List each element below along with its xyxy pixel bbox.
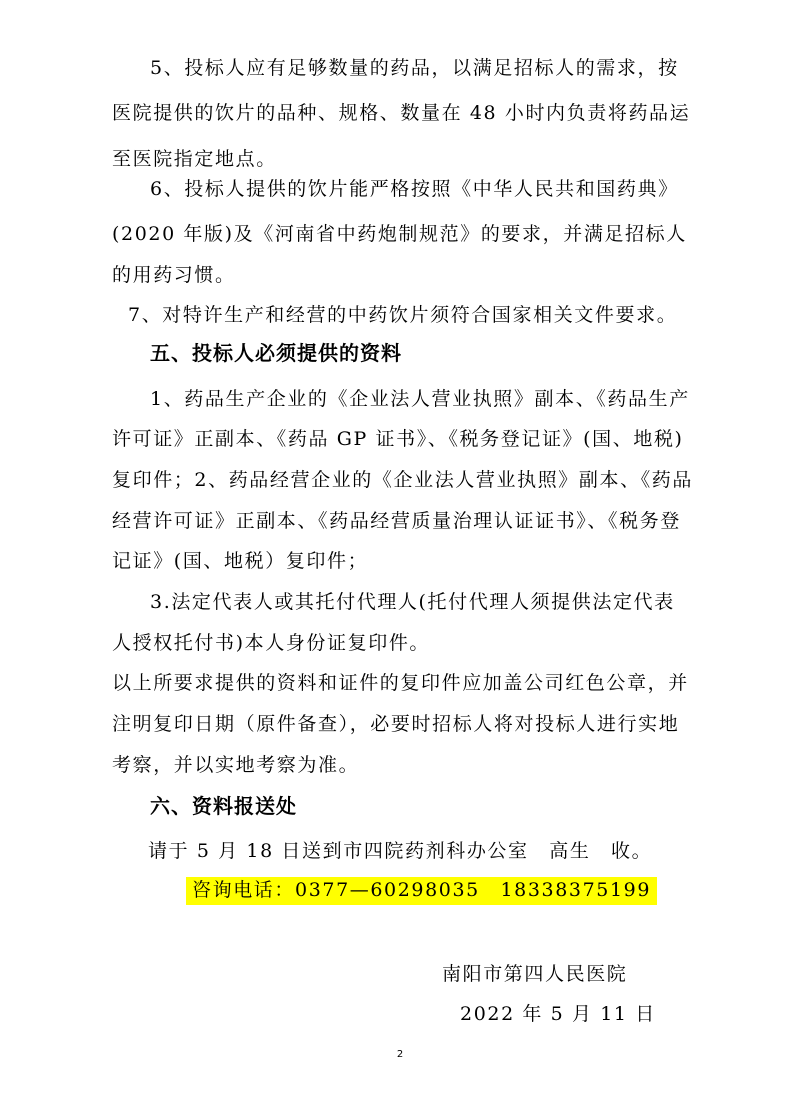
item7-line: 7、对特许生产和经营的中药饮片须符合国家相关文件要求。 xyxy=(128,304,678,326)
section5-para1-line3: 复印件；2、药品经营企业的《企业法人营业执照》副本、《药品 xyxy=(112,469,693,491)
item6-line3: 的用药习惯。 xyxy=(112,264,236,286)
section6-heading: 六、资料报送处 xyxy=(150,794,297,818)
signature-date: 2022 年 5 月 11 日 xyxy=(460,1003,656,1025)
signature-org: 南阳市第四人民医院 xyxy=(442,963,628,985)
note-line3: 考察，并以实地考察为准。 xyxy=(112,754,360,776)
section5-para3-line1: 3.法定代表人或其托付代理人(托付代理人须提供法定代表 xyxy=(150,591,675,613)
section5-para1-line5: 记证》(国、地税）复印件； xyxy=(112,550,369,572)
item5-line3: 至医院指定地点。 xyxy=(112,148,277,170)
section5-para1-line2: 许可证》正副本、《药品 GP 证书》、《税务登记证》(国、地税) xyxy=(112,428,684,450)
page-number: 2 xyxy=(396,1049,404,1060)
contact-highlight: 咨询电话：0377—60298035 18338375199 xyxy=(186,877,657,905)
item5-line2: 医院提供的饮片的品种、规格、数量在 48 小时内负责将药品运 xyxy=(112,102,691,124)
note-line2: 注明复印日期（原件备查），必要时招标人将对投标人进行实地 xyxy=(112,713,680,735)
section5-heading: 五、投标人必须提供的资料 xyxy=(150,341,402,365)
item6-line2: (2020 年版)及《河南省中药炮制规范》的要求，并满足招标人 xyxy=(112,223,687,245)
section5-para1-line4: 经营许可证》正副本、《药品经营质量治理认证证书》、《税务登 xyxy=(112,510,681,532)
section5-para1-line1: 1、药品生产企业的《企业法人营业执照》副本、《药品生产 xyxy=(150,388,690,410)
contact-line xyxy=(186,877,652,903)
item6-line1: 6、投标人提供的饮片能严格按照《中华人民共和国药典》 xyxy=(150,178,679,200)
item5-line1: 5、投标人应有足够数量的药品，以满足招标人的需求，按 xyxy=(150,57,679,79)
delivery-text: 请于 5 月 18 日送到市四院药剂科办公室 高生 收。 xyxy=(148,840,653,862)
section5-para3-line2: 人授权托付书)本人身份证复印件。 xyxy=(112,632,431,654)
note-line1: 以上所要求提供的资料和证件的复印件应加盖公司红色公章，并 xyxy=(112,672,689,694)
